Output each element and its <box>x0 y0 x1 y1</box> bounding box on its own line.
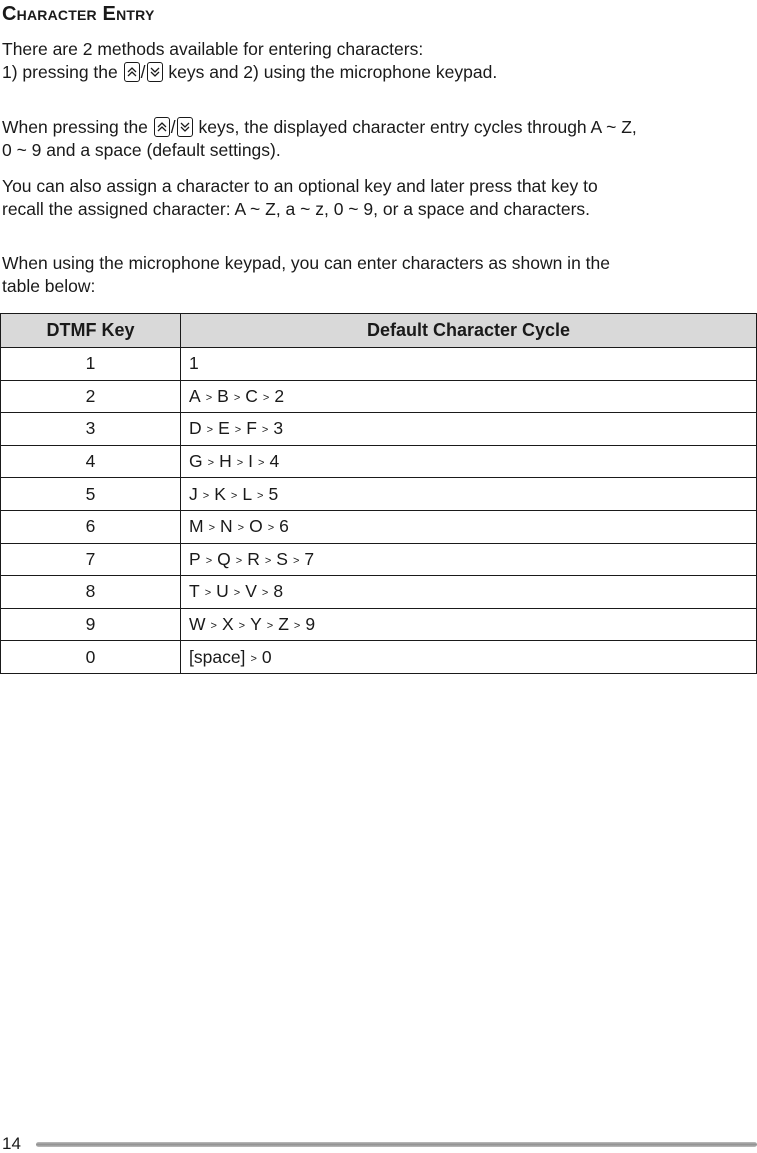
cycle-character: B <box>217 385 229 406</box>
paragraph-3-line-1: You can also assign a character to an optional key and later press that key to <box>2 176 598 196</box>
cycle-separator: > <box>235 554 243 567</box>
cycle-separator: > <box>258 457 265 470</box>
table-row <box>1 510 757 543</box>
cycle-character: 5 <box>268 483 279 504</box>
slash-separator: / <box>170 117 176 137</box>
cycle-separator: > <box>261 424 269 437</box>
dtmf-key-cell: 0 <box>1 641 181 674</box>
dtmf-key-cell: 8 <box>1 576 181 609</box>
cycle-separator: > <box>293 620 301 633</box>
table-row <box>1 478 757 511</box>
cycle-separator: > <box>233 391 241 404</box>
cycle-character: E <box>218 418 230 439</box>
cycle-character: 0 <box>261 646 272 667</box>
cycle-separator: > <box>257 489 264 502</box>
cycle-separator: > <box>210 620 217 633</box>
paragraph-1-line-1: There are 2 methods available for entering characters: <box>2 39 424 59</box>
cycle-character: 9 <box>305 614 316 635</box>
cycle-separator: > <box>236 457 244 470</box>
dtmf-key-cell: 4 <box>1 445 181 478</box>
cycle-character: Y <box>250 614 262 635</box>
cycle-separator: > <box>264 554 272 567</box>
cycle-character: M <box>189 516 204 537</box>
cycle-character: D <box>189 418 202 439</box>
cycle-character: U <box>216 581 229 602</box>
character-cycle-table <box>0 313 757 674</box>
cycle-character: 3 <box>273 418 284 439</box>
table-row <box>1 608 757 641</box>
table-row <box>1 641 757 674</box>
cycle-separator: > <box>202 489 210 502</box>
cycle-separator: > <box>230 489 238 502</box>
down-key-icon <box>177 117 193 137</box>
cycle-character: L <box>242 483 253 504</box>
cycle-character: W <box>189 614 206 635</box>
header-dtmf-key: DTMF Key <box>1 314 181 348</box>
cycle-character: 7 <box>304 548 315 569</box>
cycle-character: H <box>219 451 232 472</box>
table-body <box>1 348 757 674</box>
header-default-character-cycle: Default Character Cycle <box>181 314 757 348</box>
cycle-separator: > <box>208 522 216 535</box>
cycle-character: G <box>189 451 203 472</box>
section-heading: Character Entry <box>2 3 155 25</box>
character-cycle-cell <box>181 543 757 576</box>
dtmf-key-cell: 9 <box>1 608 181 641</box>
cycle-separator: > <box>266 620 274 633</box>
cycle-separator: > <box>206 424 214 437</box>
cycle-separator: > <box>207 457 215 470</box>
up-key-icon <box>154 117 170 137</box>
cycle-character: 6 <box>279 516 289 537</box>
character-cycle-cell <box>181 576 757 609</box>
dtmf-key-cell: 7 <box>1 543 181 576</box>
paragraph-1-line-2 <box>2 61 497 84</box>
paragraph-1-text-b: keys and 2) using the microphone keypad. <box>168 62 498 82</box>
table-row <box>1 380 757 413</box>
slash-separator: / <box>140 62 146 82</box>
cycle-separator: > <box>205 391 213 404</box>
cycle-character: I <box>248 451 254 472</box>
table-row <box>1 413 757 446</box>
character-cycle-cell <box>181 641 757 674</box>
footer-rule <box>36 1142 757 1147</box>
page-number: 14 <box>2 1134 21 1153</box>
character-cycle-cell <box>181 348 757 381</box>
cycle-character: 1 <box>189 353 199 374</box>
paragraph-1-text-a: 1) pressing the <box>2 62 118 82</box>
paragraph-4-line-2: table below: <box>2 276 96 296</box>
character-cycle-cell <box>181 413 757 446</box>
cycle-separator: > <box>204 587 212 600</box>
cycle-separator: > <box>292 554 300 567</box>
paragraph-2-text-a: When pressing the <box>2 117 148 137</box>
dtmf-key-cell: 2 <box>1 380 181 413</box>
cycle-character: Q <box>217 548 231 569</box>
cycle-character: [space] <box>189 646 246 667</box>
dtmf-key-cell: 1 <box>1 348 181 381</box>
cycle-separator: > <box>233 587 241 600</box>
cycle-character: 2 <box>274 385 285 406</box>
table-row <box>1 543 757 576</box>
dtmf-key-cell: 6 <box>1 510 181 543</box>
cycle-character: N <box>220 516 233 537</box>
dtmf-key-cell: 3 <box>1 413 181 446</box>
down-key-icon <box>147 62 163 82</box>
cycle-character: Z <box>278 614 289 635</box>
cycle-character: J <box>189 483 198 504</box>
cycle-character: P <box>189 548 201 569</box>
cycle-character: A <box>189 385 201 406</box>
character-cycle-cell <box>181 380 757 413</box>
paragraph-3-line-2: recall the assigned character: A ~ Z, a ~ z, 0 ~ 9, or a space and characters. <box>2 199 591 219</box>
paragraph-4-line-1: When using the microphone keypad, you can enter characters as shown in the <box>2 253 610 273</box>
cycle-character: C <box>245 385 258 406</box>
table-row <box>1 348 757 381</box>
up-key-icon <box>124 62 140 82</box>
cycle-character: S <box>276 548 288 569</box>
cycle-character: V <box>245 581 257 602</box>
character-cycle-cell <box>181 608 757 641</box>
paragraph-2-line-1 <box>2 116 637 139</box>
paragraph-2-line-2: 0 ~ 9 and a space (default settings). <box>2 140 281 160</box>
table-row <box>1 576 757 609</box>
cycle-separator: > <box>250 652 257 665</box>
cycle-character: 8 <box>273 581 284 602</box>
cycle-character: T <box>189 581 200 602</box>
paragraph-2-text-b: keys, the displayed character entry cycles through A ~ Z, <box>198 117 637 137</box>
cycle-character: O <box>249 516 263 537</box>
table-row <box>1 445 757 478</box>
cycle-character: R <box>247 548 260 569</box>
cycle-character: K <box>214 483 226 504</box>
cycle-character: 4 <box>269 451 280 472</box>
character-cycle-cell <box>181 510 757 543</box>
table-header-row <box>1 314 757 348</box>
cycle-separator: > <box>234 424 242 437</box>
cycle-separator: > <box>262 391 270 404</box>
cycle-separator: > <box>238 620 246 633</box>
cycle-character: X <box>221 614 234 635</box>
character-cycle-cell <box>181 445 757 478</box>
cycle-separator: > <box>205 554 213 567</box>
cycle-separator: > <box>237 522 245 535</box>
character-cycle-cell <box>181 478 757 511</box>
dtmf-key-cell: 5 <box>1 478 181 511</box>
cycle-separator: > <box>261 587 269 600</box>
cycle-character: F <box>246 418 257 439</box>
cycle-separator: > <box>267 522 275 535</box>
